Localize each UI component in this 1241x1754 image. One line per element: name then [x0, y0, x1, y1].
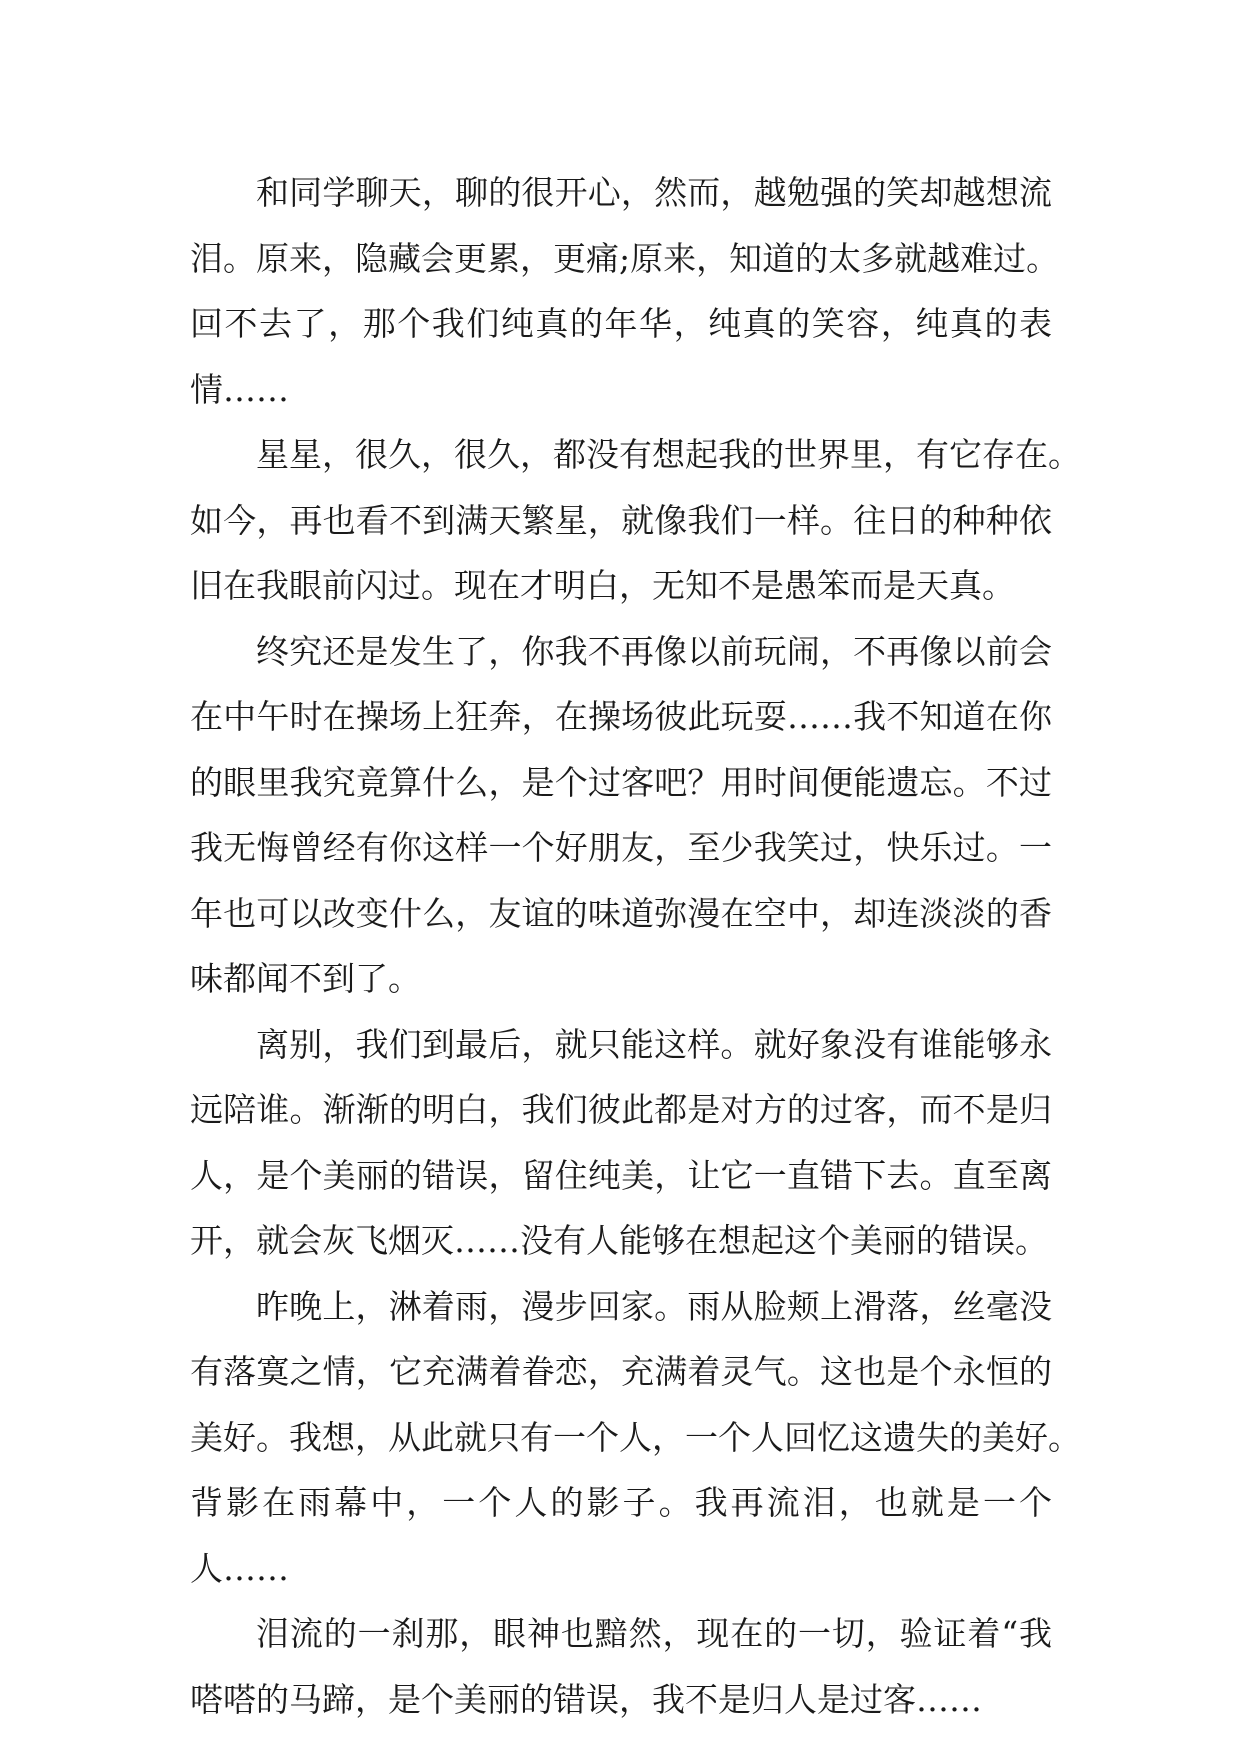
- document-body: [190, 160, 1081, 1732]
- paragraph: [190, 422, 1081, 619]
- text-line: 我无悔曾经有你这样一个好朋友，至少我笑过，快乐过。一: [190, 828, 1052, 867]
- text-line: 背影在雨幕中，一个人的影子。我再流泪，也就是一个: [190, 1483, 1052, 1522]
- text-line: 味都闻不到了。: [190, 959, 421, 998]
- text-line: 在中午时在操场上狂奔，在操场彼此玩耍……我不知道在你: [190, 697, 1052, 736]
- text-line: 昨晚上，淋着雨，漫步回家。雨从脸颊上滑落，丝毫没: [256, 1286, 1052, 1326]
- paragraph: [190, 160, 1060, 422]
- text-line: 情……: [190, 369, 289, 409]
- text-line: 美好。我想，从此就只有一个人，一个人回忆这遗失的美好。: [190, 1417, 1081, 1457]
- text-line: 泪流的一刹那，眼神也黯然，现在的一切，验证着“我: [256, 1614, 1052, 1653]
- text-line: 离别，我们到最后，就只能这样。就好象没有谁能够永: [256, 1024, 1052, 1064]
- paragraph: [190, 619, 1052, 1012]
- text-line: 远陪谁。渐渐的明白，我们彼此都是对方的过客，而不是归: [190, 1090, 1052, 1129]
- text-line: 回不去了，那个我们纯真的年华，纯真的笑容，纯真的表: [190, 304, 1052, 343]
- paragraph: [190, 1601, 1052, 1732]
- paragraph: [190, 1012, 1052, 1274]
- text-line: 年也可以改变什么，友谊的味道弥漫在空中，却连淡淡的香: [190, 893, 1052, 933]
- text-line: 旧在我眼前闪过。现在才明白，无知不是愚笨而是天真。: [190, 566, 1015, 605]
- paragraph: [190, 1274, 1081, 1602]
- text-line: 人……: [190, 1548, 289, 1588]
- text-line: 开，就会灰飞烟灭……没有人能够在想起这个美丽的错误。: [190, 1221, 1048, 1260]
- text-line: 嗒嗒的马蹄，是个美丽的错误，我不是归人是过客……: [190, 1679, 982, 1719]
- text-line: 和同学聊天，聊的很开心，然而，越勉强的笑却越想流: [256, 173, 1052, 212]
- text-line: 泪。原来，隐藏会更累，更痛;原来，知道的太多就越难过。: [190, 238, 1060, 278]
- text-line: 有落寞之情，它充满着眷恋，充满着灵气。这也是个永恒的: [190, 1352, 1052, 1391]
- text-line: 终究还是发生了，你我不再像以前玩闹，不再像以前会: [256, 631, 1052, 671]
- text-line: 如今，再也看不到满天繁星，就像我们一样。往日的种种依: [190, 500, 1052, 540]
- text-line: 的眼里我究竟算什么，是个过客吧？用时间便能遗忘。不过: [190, 762, 1052, 802]
- text-line: 人，是个美丽的错误，留住纯美，让它一直错下去。直至离: [190, 1155, 1052, 1195]
- text-line: 星星，很久，很久，都没有想起我的世界里，有它存在。: [256, 435, 1081, 474]
